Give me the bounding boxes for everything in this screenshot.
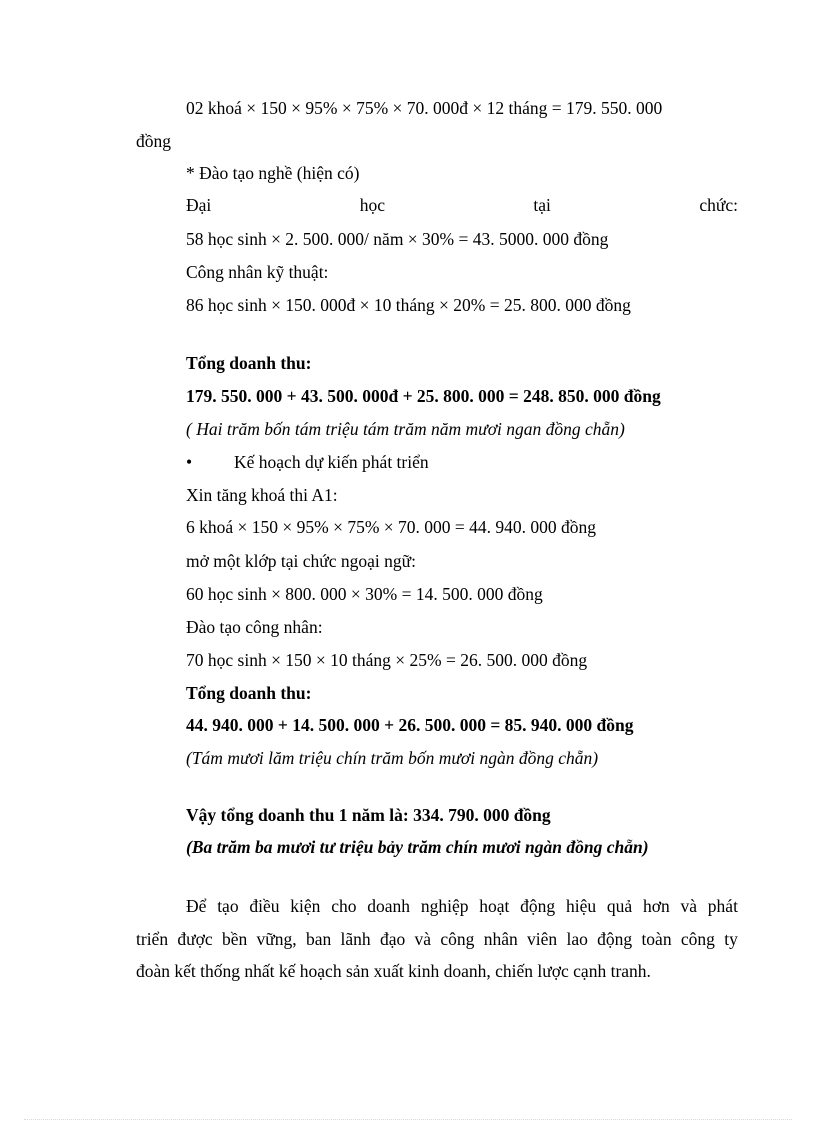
word: cho: [331, 896, 357, 916]
total-revenue-words-1: ( Hai trăm bốn tám triệu tám trăm năm mươi ngan đồng chẵn): [186, 419, 625, 439]
word: toàn: [641, 929, 672, 949]
word: công: [680, 929, 715, 949]
word: doanh: [367, 896, 411, 916]
page-footer-divider: [24, 1119, 792, 1120]
total-revenue-words-2: (Tám mươi lăm triệu chín trăm bốn mươi ngàn đồng chẵn): [186, 748, 599, 768]
calc-line-language-class: 60 học sinh × 800. 000 × 30% = 14. 500. 000 đồng: [186, 584, 543, 604]
word: chức:: [699, 195, 738, 215]
word: phát: [707, 896, 738, 916]
total-revenue-sum-2: 44. 940. 000 + 14. 500. 000 + 26. 500. 000 = 85. 940. 000 đồng: [186, 715, 634, 735]
word: và: [414, 929, 432, 949]
closing-paragraph-line-1: [186, 895, 738, 917]
word: ban: [305, 929, 332, 949]
word: lao: [566, 929, 588, 949]
word: kiện: [290, 896, 321, 916]
word: triển: [136, 929, 169, 949]
word: hơn: [642, 896, 670, 916]
word: viên: [527, 929, 558, 949]
word: ty: [724, 929, 738, 949]
closing-paragraph-line-2: [136, 928, 738, 950]
label-technical-workers: Công nhân kỹ thuật:: [186, 262, 329, 282]
word: đạo: [379, 929, 406, 949]
word: điều: [249, 896, 280, 916]
label-university-inservice: [186, 194, 738, 216]
total-revenue-heading-1: Tổng doanh thu:: [186, 353, 312, 373]
calc-line-technical-workers: 86 học sinh × 150. 000đ × 10 tháng × 20% = 25. 800. 000 đồng: [186, 295, 631, 315]
label-language-class: mở một klớp tại chức ngoại ngữ:: [186, 551, 416, 571]
total-revenue-sum-1: 179. 550. 000 + 43. 500. 000đ + 25. 800. 000 = 248. 850. 000 đồng: [186, 386, 661, 406]
word: lãnh: [340, 929, 371, 949]
word: nhân: [483, 929, 518, 949]
calc-line-university: 58 học sinh × 2. 500. 000/ năm × 30% = 43. 5000. 000 đồng: [186, 229, 609, 249]
word: tạo: [217, 896, 239, 916]
bullet-text: Kế hoạch dự kiến phát triển: [234, 452, 429, 472]
label-increase-a1: Xin tăng khoá thi A1:: [186, 485, 338, 505]
closing-paragraph-line-3: đoàn kết thống nhất kế hoạch sản xuất kinh doanh, chiến lược cạnh tranh.: [136, 961, 651, 981]
total-revenue-heading-2: Tổng doanh thu:: [186, 683, 312, 703]
calc-line-a1-courses: 02 khoá × 150 × 95% × 75% × 70. 000đ × 12 tháng = 179. 550. 000: [186, 98, 663, 118]
word: nghiệp: [420, 896, 469, 916]
section-vocational-training: * Đào tạo nghề (hiện có): [186, 163, 360, 183]
word: Để: [186, 896, 207, 916]
annual-total-revenue: Vậy tổng doanh thu 1 năm là: 334. 790. 000 đồng: [186, 805, 551, 825]
word: được: [177, 929, 213, 949]
word: hiệu: [565, 896, 597, 916]
word: học: [359, 195, 385, 215]
word: hoạt: [479, 896, 510, 916]
bullet-development-plan: [186, 451, 429, 473]
word: tại: [533, 195, 551, 215]
word: và: [680, 896, 698, 916]
calc-line-worker-training: 70 học sinh × 150 × 10 tháng × 25% = 26. 500. 000 đồng: [186, 650, 588, 670]
word: bền: [221, 929, 248, 949]
word: động: [520, 896, 556, 916]
bullet-icon: •: [186, 452, 193, 472]
word: công: [440, 929, 475, 949]
word: vững,: [256, 929, 297, 949]
calc-line-a1-unit: đồng: [136, 131, 171, 151]
calc-line-a1-increase: 6 khoá × 150 × 95% × 75% × 70. 000 = 44. 940. 000 đồng: [186, 517, 597, 537]
word: Đại: [186, 195, 212, 215]
word: quả: [606, 896, 633, 916]
word: động: [597, 929, 633, 949]
annual-total-revenue-words: (Ba trăm ba mươi tư triệu bảy trăm chín mươi ngàn đồng chẵn): [186, 837, 649, 857]
label-worker-training: Đào tạo công nhân:: [186, 617, 323, 637]
